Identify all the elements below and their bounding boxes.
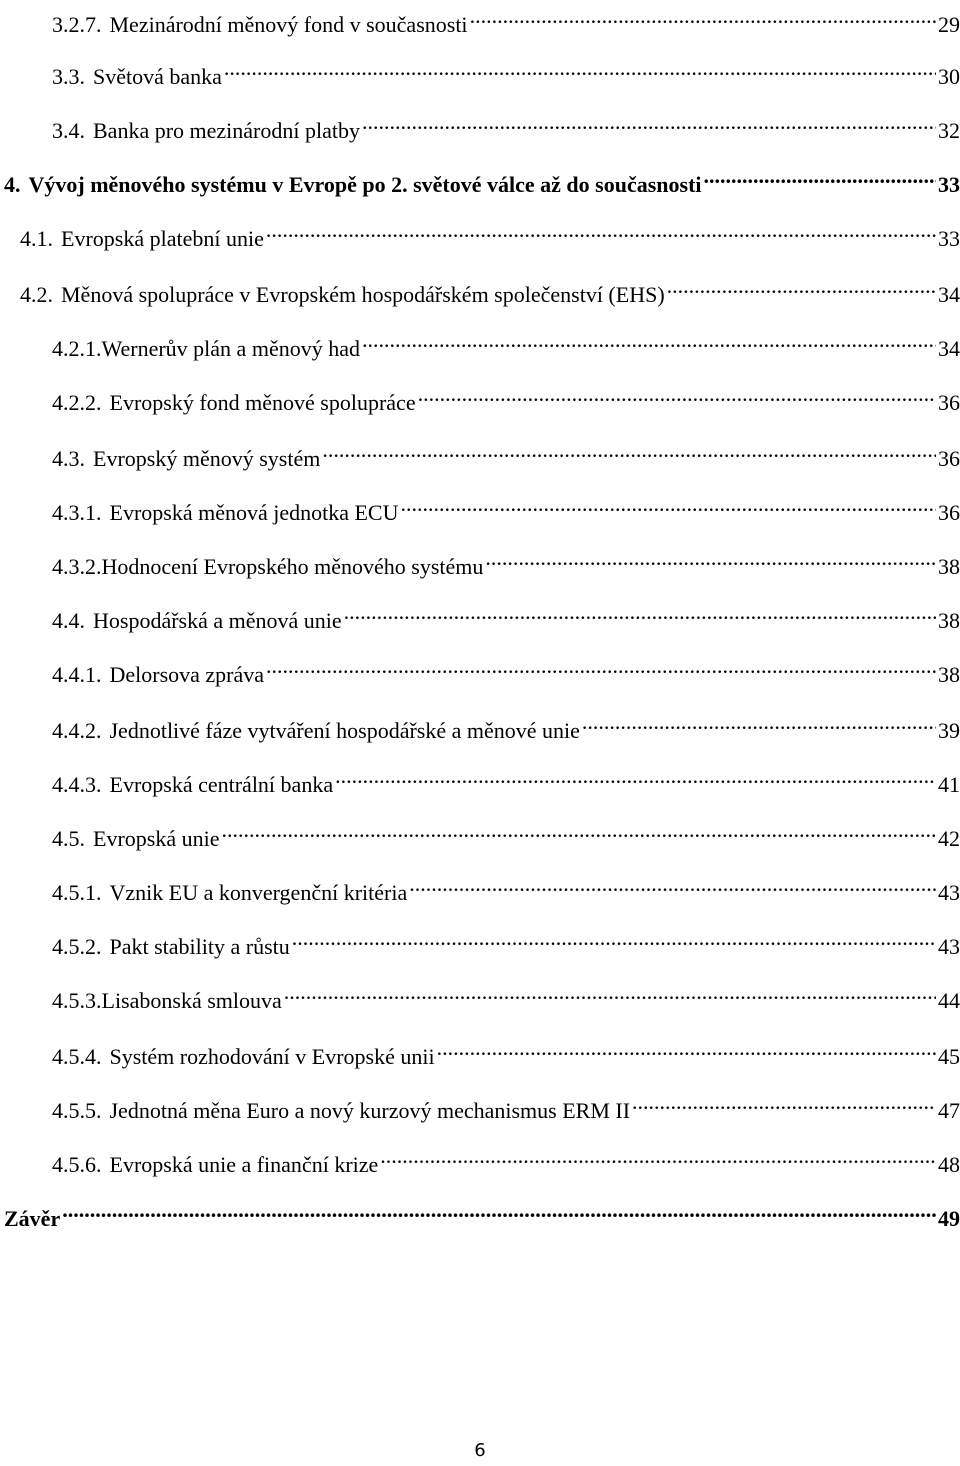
toc-entry-title: Evropská platební unie xyxy=(61,226,264,251)
toc-entry[interactable] xyxy=(52,106,960,143)
toc-dot-leader xyxy=(380,1140,936,1172)
toc-entry[interactable] xyxy=(52,868,960,905)
toc-dot-leader xyxy=(632,1086,936,1118)
toc-entry-page: 34 xyxy=(938,282,960,307)
toc-entry-number: 4.3.1. xyxy=(52,500,102,525)
toc-entry-page: 47 xyxy=(938,1098,960,1123)
toc-entry-number: 4.4.1. xyxy=(52,662,102,687)
toc-entry-title: Jednotná měna Euro a nový kurzový mechanismus ERM II xyxy=(109,1098,631,1123)
toc-entry-number: 4.4.2. xyxy=(52,718,102,743)
toc-dot-leader xyxy=(485,542,936,574)
toc-entry-page: 43 xyxy=(938,934,960,959)
toc-entry-number: 4.5.3. xyxy=(52,988,102,1013)
page-number: 6 xyxy=(474,1440,486,1461)
toc-entry[interactable] xyxy=(4,1194,960,1231)
toc-entry-title: Jednotlivé fáze vytváření hospodářské a měnové unie xyxy=(109,718,580,743)
toc-entry-title: Evropská měnová jednotka ECU xyxy=(109,500,399,525)
toc-entry-number: 3.3. xyxy=(52,64,85,89)
toc-dot-leader xyxy=(704,160,936,192)
toc-entry-title: Evropská centrální banka xyxy=(109,772,334,797)
toc-entry[interactable] xyxy=(52,976,960,1013)
toc-dot-leader xyxy=(418,378,936,410)
toc-entry-page: 43 xyxy=(938,880,960,905)
toc-entry[interactable] xyxy=(20,214,960,251)
toc-entry-page: 34 xyxy=(938,336,960,361)
toc-entry-page: 41 xyxy=(938,772,960,797)
toc-entry-number: 4.5. xyxy=(52,826,85,851)
toc-entry-page: 30 xyxy=(938,64,960,89)
toc-entry-title: Evropský fond měnové spolupráce xyxy=(109,390,416,415)
toc-dot-leader xyxy=(266,650,936,682)
toc-dot-leader xyxy=(409,868,936,900)
toc-entry-number: 4.3.2. xyxy=(52,554,102,579)
toc-entry-number: 4.5.4. xyxy=(52,1044,102,1069)
toc-entry[interactable] xyxy=(52,650,960,687)
toc-entry-number: 4.4. xyxy=(52,608,85,633)
toc-entry[interactable] xyxy=(52,434,960,471)
toc-entry[interactable] xyxy=(52,706,960,743)
toc-entry-page: 42 xyxy=(938,826,960,851)
toc-entry-number: 4.5.6. xyxy=(52,1152,102,1177)
toc-entry-page: 33 xyxy=(938,226,960,251)
toc-entry-title: Systém rozhodování v Evropské unii xyxy=(109,1044,435,1069)
toc-entry[interactable] xyxy=(52,52,960,89)
toc-entry-page: 39 xyxy=(938,718,960,743)
toc-dot-leader xyxy=(266,214,936,246)
toc-entry-title: Pakt stability a růstu xyxy=(109,934,290,959)
toc-entry-title: Hospodářská a měnová unie xyxy=(93,608,342,633)
toc-entry-page: 36 xyxy=(938,390,960,415)
toc-dot-leader xyxy=(582,706,936,738)
toc-entry-number: 3.4. xyxy=(52,118,85,143)
toc-entry[interactable] xyxy=(52,1032,960,1069)
toc-entry[interactable] xyxy=(52,1140,960,1177)
toc-dot-leader xyxy=(335,760,936,792)
toc-entry-number: 4.2. xyxy=(20,282,53,307)
toc-entry-title: Delorsova zpráva xyxy=(109,662,265,687)
toc-entry[interactable] xyxy=(52,1086,960,1123)
toc-entry[interactable] xyxy=(20,270,960,307)
toc-dot-leader xyxy=(362,324,936,356)
toc-entry-number: 4.2.1. xyxy=(52,336,102,361)
toc-entry[interactable] xyxy=(52,814,960,851)
toc-dot-leader xyxy=(437,1032,936,1064)
toc-entry-page: 44 xyxy=(938,988,960,1013)
toc-entry-title: Evropská unie a finanční krize xyxy=(109,1152,379,1177)
toc-entry-number: 4.4.3. xyxy=(52,772,102,797)
toc-entry[interactable] xyxy=(52,542,960,579)
toc-entry[interactable] xyxy=(52,922,960,959)
toc-entry-number: 4.1. xyxy=(20,226,53,251)
toc-entry[interactable] xyxy=(52,324,960,361)
toc-entry-number: 4.3. xyxy=(52,446,85,471)
toc-entry-number: 4.2.2. xyxy=(52,390,102,415)
toc-entry-title: Mezinárodní měnový fond v současnosti xyxy=(109,12,468,37)
toc-entry[interactable] xyxy=(52,378,960,415)
toc-entry-page: 38 xyxy=(938,608,960,633)
toc-entry-page: 48 xyxy=(938,1152,960,1177)
toc-entry-number: 3.2.7. xyxy=(52,12,102,37)
toc-entry-page: 36 xyxy=(938,446,960,471)
toc-entry[interactable] xyxy=(52,596,960,633)
toc-entry-page: 45 xyxy=(938,1044,960,1069)
toc-dot-leader xyxy=(470,0,936,32)
toc-entry-page: 49 xyxy=(938,1206,960,1231)
toc-dot-leader xyxy=(224,52,936,84)
toc-dot-leader xyxy=(667,270,936,302)
toc-entry[interactable] xyxy=(52,488,960,525)
toc-entry[interactable] xyxy=(52,760,960,797)
toc-dot-leader xyxy=(322,434,936,466)
toc-entry-page: 38 xyxy=(938,662,960,687)
toc-entry-title: Evropský měnový systém xyxy=(93,446,321,471)
toc-entry-page: 36 xyxy=(938,500,960,525)
toc-entry-number: 4.5.1. xyxy=(52,880,102,905)
toc-entry-title: Evropská unie xyxy=(93,826,220,851)
toc-entry-title: Měnová spolupráce v Evropském hospodářském společenství (EHS) xyxy=(61,282,665,307)
toc-entry-title: Vývoj měnového systému v Evropě po 2. světové válce až do současnosti xyxy=(28,172,702,197)
toc-entry-title: Závěr xyxy=(4,1206,61,1231)
toc-entry[interactable] xyxy=(4,160,960,197)
toc-entry-number: 4. xyxy=(4,172,21,197)
toc-entry-title: Vznik EU a konvergenční kritéria xyxy=(109,880,408,905)
toc-entry-page: 33 xyxy=(938,172,960,197)
toc-entry-title: Wernerův plán a měnový had xyxy=(101,336,360,361)
toc-entry-title: Světová banka xyxy=(93,64,222,89)
toc-dot-leader xyxy=(292,922,936,954)
toc-dot-leader xyxy=(284,976,936,1008)
toc-entry-page: 29 xyxy=(938,12,960,37)
toc-dot-leader xyxy=(62,1194,936,1226)
toc-dot-leader xyxy=(401,488,937,520)
toc-entry-number: 4.5.2. xyxy=(52,934,102,959)
toc-dot-leader xyxy=(344,596,936,628)
toc-entry-title: Hodnocení Evropského měnového systému xyxy=(101,554,484,579)
toc-entry-page: 32 xyxy=(938,118,960,143)
toc-dot-leader xyxy=(362,106,936,138)
toc-entry-title: Banka pro mezinárodní platby xyxy=(93,118,360,143)
toc-entry[interactable] xyxy=(52,0,960,37)
toc-entry-title: Lisabonská smlouva xyxy=(101,988,282,1013)
toc-entry-number: 4.5.5. xyxy=(52,1098,102,1123)
toc-dot-leader xyxy=(221,814,936,846)
toc-entry-page: 38 xyxy=(938,554,960,579)
